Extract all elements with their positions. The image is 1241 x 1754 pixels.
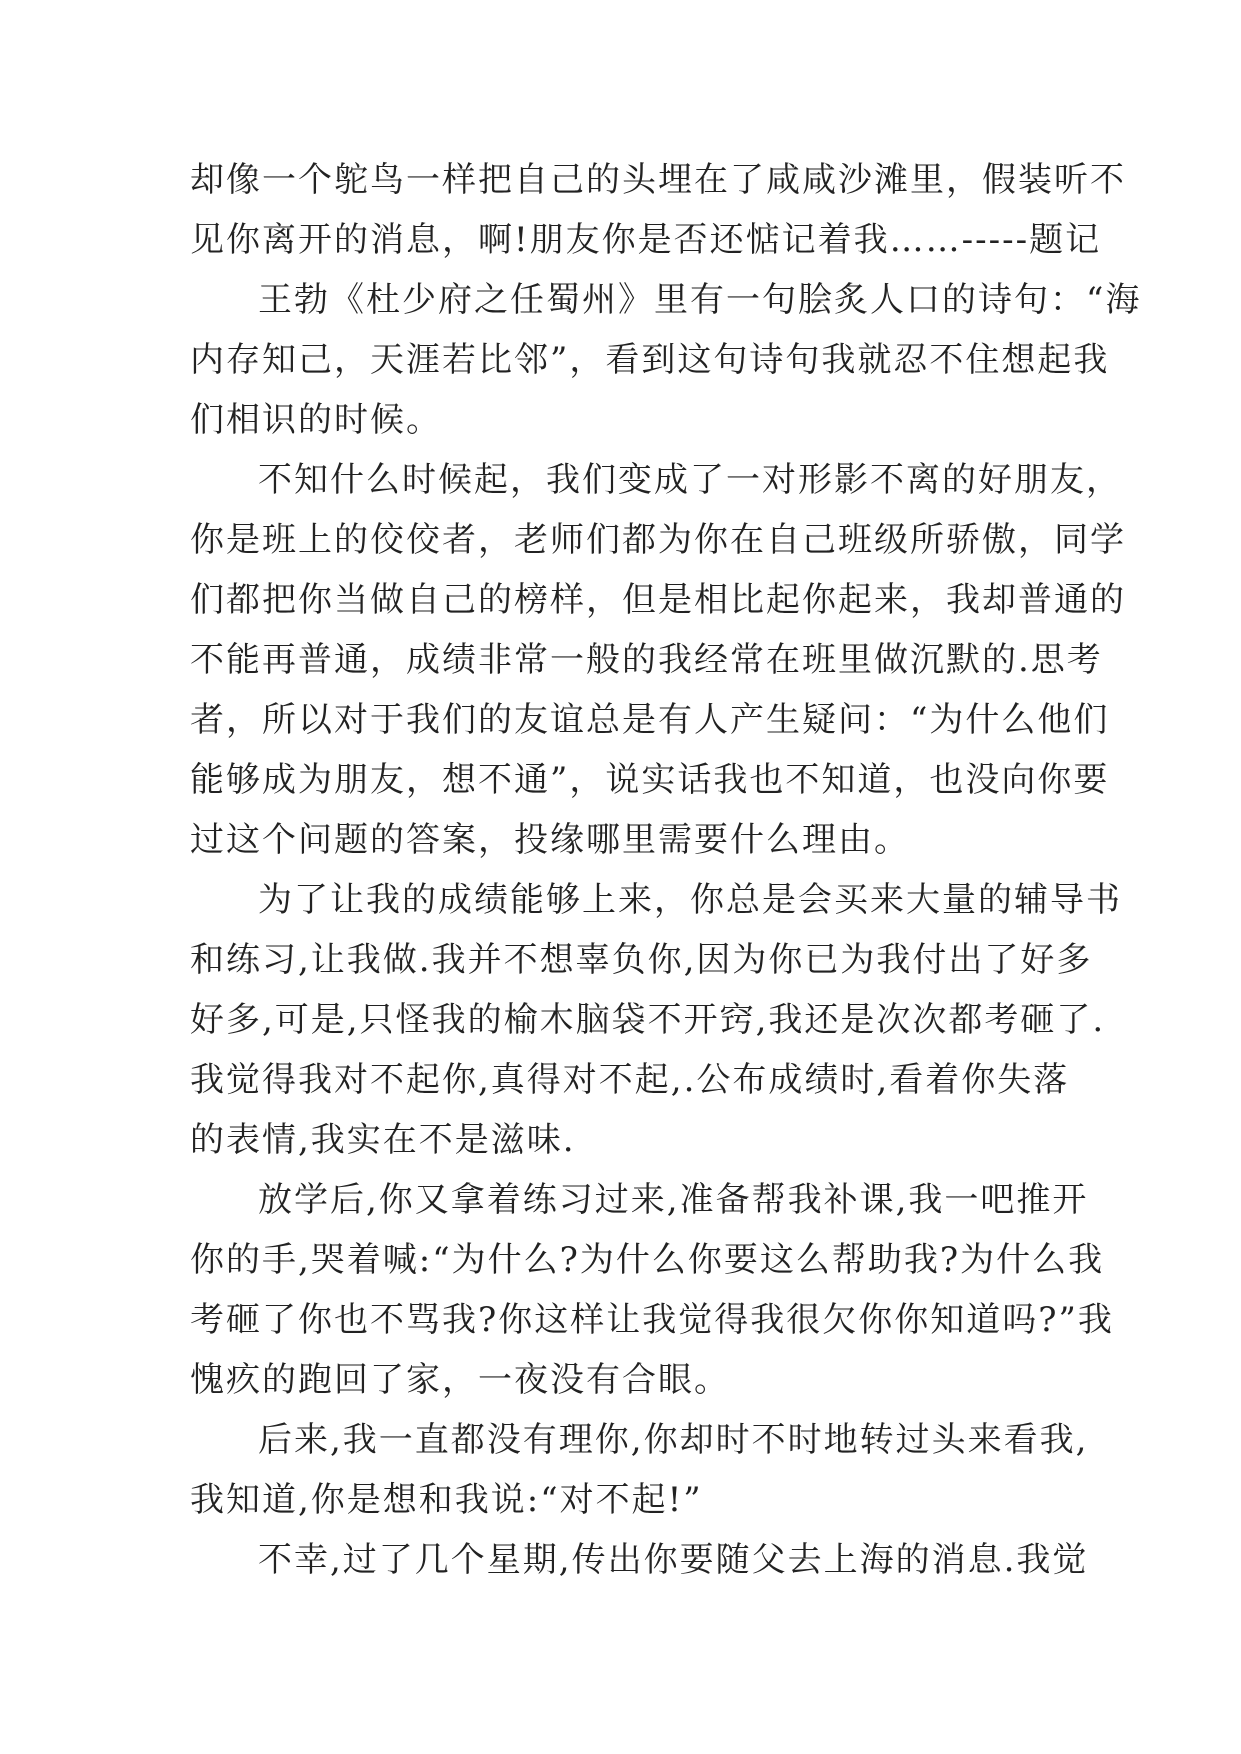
text-line: 我知道,你是想和我说:“对不起!” bbox=[190, 1480, 703, 1520]
text-line: 王勃《杜少府之任蜀州》里有一句脍炙人口的诗句：“海 bbox=[258, 280, 1142, 320]
text-line: 为了让我的成绩能够上来，你总是会买来大量的辅导书 bbox=[258, 880, 1122, 920]
text-line: 见你离开的消息，啊!朋友你是否还惦记着我……-----题记 bbox=[190, 220, 1102, 260]
text-line: 却像一个鸵鸟一样把自己的头埋在了咸咸沙滩里，假装听不 bbox=[190, 160, 1126, 200]
text-line: 好多,可是,只怪我的榆木脑袋不开窍,我还是次次都考砸了. bbox=[190, 1000, 1106, 1040]
text-line: 不知什么时候起，我们变成了一对形影不离的好朋友， bbox=[258, 460, 1122, 500]
text-line: 愧疚的跑回了家，一夜没有合眼。 bbox=[190, 1360, 730, 1400]
text-line: 们相识的时候。 bbox=[190, 400, 442, 440]
text-line: 你的手,哭着喊:“为什么?为什么你要这么帮助我?为什么我 bbox=[190, 1240, 1105, 1280]
text-line: 不能再普通，成绩非常一般的我经常在班里做沉默的.思考 bbox=[190, 640, 1103, 680]
document-body bbox=[190, 150, 1142, 1590]
text-line: 的表情,我实在不是滋味. bbox=[190, 1120, 576, 1160]
text-line: 放学后,你又拿着练习过来,准备帮我补课,我一吧推开 bbox=[258, 1180, 1089, 1220]
text-line: 们都把你当做自己的榜样，但是相比起你起来，我却普通的 bbox=[190, 580, 1126, 620]
text-line: 你是班上的佼佼者，老师们都为你在自己班级所骄傲，同学 bbox=[190, 520, 1126, 560]
text-line: 者，所以对于我们的友谊总是有人产生疑问：“为什么他们 bbox=[190, 700, 1110, 740]
text-line: 能够成为朋友，想不通”，说实话我也不知道，也没向你要 bbox=[190, 760, 1110, 800]
text-line: 考砸了你也不骂我?你这样让我觉得我很欠你你知道吗?”我 bbox=[190, 1300, 1114, 1340]
text-line: 不幸,过了几个星期,传出你要随父去上海的消息.我觉 bbox=[258, 1540, 1089, 1580]
text-line: 后来,我一直都没有理你,你却时不时地转过头来看我, bbox=[258, 1420, 1089, 1460]
text-line: 过这个问题的答案，投缘哪里需要什么理由。 bbox=[190, 820, 910, 860]
text-line: 我觉得我对不起你,真得对不起,.公布成绩时,看着你失落 bbox=[190, 1060, 1070, 1100]
text-line: 和练习,让我做.我并不想辜负你,因为你已为我付出了好多 bbox=[190, 940, 1093, 980]
text-line: 内存知己，天涯若比邻”，看到这句诗句我就忍不住想起我 bbox=[190, 340, 1110, 380]
